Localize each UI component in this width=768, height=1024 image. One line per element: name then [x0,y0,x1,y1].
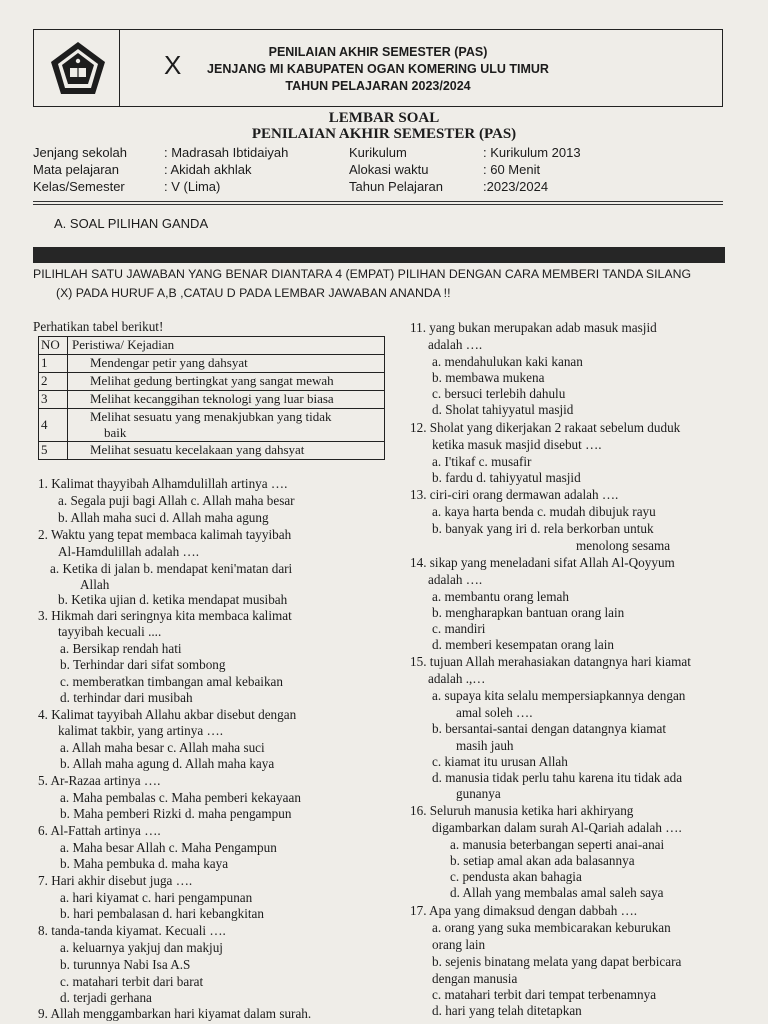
option-line: b. Ketika ujian d. ketika mendapat musibah [58,592,288,607]
option-line: b. Terhindar dari sifat sombong [60,657,226,672]
table-intro: Perhatikan tabel berikut! [33,319,164,334]
divider-line [33,201,723,202]
option-line: d. manusia tidak perlu tahu karena itu tidak ada [432,770,683,785]
option-line: d. Sholat tahiyyatul masjid [432,402,574,417]
option-line: a. I'tikaf c. musafir [432,454,532,469]
black-band [33,247,725,263]
question-3: 3. Hikmah dari seringnya kita membaca kalimat [38,608,292,623]
sheet-subtitle: PENILAIAN AKHIR SEMESTER (PAS) [251,126,517,142]
question-cont: tayyibah kecuali .... [58,624,162,639]
tahun-label: Tahun Pelajaran [349,179,443,194]
alokasi-value: : 60 Menit [483,162,541,177]
table-cell-event: Melihat sesuatu kecelakaan yang dahsyat [68,442,385,460]
option-cont: Allah [80,577,110,592]
option-line: b. hari pembalasan d. hari kebangkitan [60,906,264,921]
question-14: 14. sikap yang meneladani sifat Allah Al-Qoyyum [410,555,675,570]
question-17: 17. Apa yang dimaksud dengan dabbah …. [410,903,638,918]
option-line: a. kaya harta benda c. mudah dibujuk rayu [432,504,656,519]
question-16: 16. Seluruh manusia ketika hari akhiryang [410,803,634,818]
option-line: c. matahari terbit dari tempat terbenamnya [432,987,657,1002]
events-table [38,336,385,460]
question-11: 11. yang bukan merupakan adab masuk masjid [410,320,657,335]
option-line: c. pendusta akan bahagia [450,869,582,884]
question-cont: kalimat takbir, yang artinya …. [58,723,223,738]
option-cont: masih jauh [456,738,514,753]
option-line: a. membantu orang lemah [432,589,569,604]
question-12: 12. Sholat yang dikerjakan 2 rakaat sebelum duduk [410,420,681,435]
option-line: b. sejenis binatang melata yang dapat berbicara [432,954,682,969]
question-4: 4. Kalimat tayyibah Allahu akbar disebut dengan [38,707,297,722]
option-line: a. Ketika di jalan b. mendapat keni'matan dari [50,561,293,576]
question-cont: ketika masuk masjid disebut …. [432,437,602,452]
option-line: a. orang yang suka membicarakan keburukan [432,920,671,935]
option-line: a. Segala puji bagi Allah c. Allah maha besar [58,493,295,508]
table-cell-no: 4 [39,409,68,442]
option-line: a. mendahulukan kaki kanan [432,354,583,369]
question-cont: digambarkan dalam surah Al-Qariah adalah …. [432,820,682,835]
question-cont: Al-Hamdulillah adalah …. [58,544,199,559]
option-line: d. Allah yang membalas amal saleh saya [450,885,664,900]
kurikulum-label: Kurikulum [349,145,407,160]
option-line: b. membawa mukena [432,370,545,385]
table-cell-no: 1 [39,355,68,373]
header-line-1: PENILAIAN AKHIR SEMESTER (PAS) [268,45,488,59]
table-cell-no: 3 [39,391,68,409]
kelas-label: Kelas/Semester [33,179,125,194]
table-header-no: NO [39,337,68,355]
option-line: d. hari yang telah ditetapkan [432,1003,582,1018]
option-line: a. manusia beterbangan seperti anai-anai [450,837,665,852]
option-line: b. setiap amal akan ada balasannya [450,853,635,868]
option-line: b. turunnya Nabi Isa A.S [60,957,191,972]
header-line-2: JENJANG MI KABUPATEN OGAN KOMERING ULU TIMUR [207,62,549,76]
option-line: b. banyak yang iri d. rela berkorban untuk [432,521,654,536]
option-line: d. memberi kesempatan orang lain [432,637,614,652]
option-line: a. Maha pembalas c. Maha pemberi kekayaan [60,790,301,805]
option-line: d. terjadi gerhana [60,990,152,1005]
header-line-3: TAHUN PELAJARAN 2023/2024 [285,79,471,93]
question-9: 9. Allah menggambarkan hari kiyamat dalam surah. [38,1006,312,1021]
table-header-row [39,337,385,355]
mapel-value: : Akidah akhlak [164,162,252,177]
kurikulum-value: : Kurikulum 2013 [483,145,581,160]
table-cell-event: Melihat sesuatu yang menakjubkan yang tidak [90,409,332,424]
option-line: b. Maha pembuka d. maha kaya [60,856,229,871]
table-cell-no: 2 [39,373,68,391]
option-line: a. Allah maha besar c. Allah maha suci [60,740,265,755]
option-line: c. memberatkan timbangan amal kebaikan [60,674,283,689]
sheet-title: LEMBAR SOAL [328,110,440,126]
table-cell-event-cont: baik [104,425,127,440]
option-line: c. kiamat itu urusan Allah [432,754,568,769]
instruction-line-1: PILIHLAH SATU JAWABAN YANG BENAR DIANTARA 4 (EMPAT) PILIHAN DENGAN CARA MEMBERI TANDA SILANG [33,267,692,281]
question-cont: adalah …. [428,572,483,587]
option-cont: dengan manusia [432,971,518,986]
jenjang-label: Jenjang sekolah [33,145,127,160]
question-7: 7. Hari akhir disebut juga …. [38,873,193,888]
option-cont: menolong sesama [576,538,671,553]
question-1: 1. Kalimat thayyibah Alhamdulillah artinya …. [38,476,288,491]
question-5: 5. Ar-Razaa artinya …. [38,773,161,788]
table-row [39,391,385,409]
table-row [39,442,385,460]
instruction-line-2: (X) PADA HURUF A,B ,CATAU D PADA LEMBAR JAWABAN ANANDA !! [56,286,451,300]
section-heading: A. SOAL PILIHAN GANDA [54,216,209,231]
option-line: c. mandiri [432,621,486,636]
kelas-value: : V (Lima) [164,179,221,194]
alokasi-label: Alokasi waktu [349,162,429,177]
jenjang-value: : Madrasah Ibtidaiyah [164,145,289,160]
table-cell-no: 5 [39,442,68,460]
option-line: b. fardu d. tahiyyatul masjid [432,470,581,485]
table-row [39,409,385,442]
question-cont: adalah …. [428,337,483,352]
option-cont: amal soleh …. [456,705,533,720]
option-line: b. Allah maha agung d. Allah maha kaya [60,756,275,771]
table-cell-event: Melihat kecanggihan teknologi yang luar biasa [68,391,385,409]
question-6: 6. Al-Fattah artinya …. [38,823,161,838]
option-line: c. matahari terbit dari barat [60,974,204,989]
question-cont: adalah .,… [428,671,486,686]
option-line: d. terhindar dari musibah [60,690,193,705]
option-line: a. Bersikap rendah hati [60,641,182,656]
option-line: b. mengharapkan bantuan orang lain [432,605,625,620]
option-line: a. hari kiyamat c. hari pengampunan [60,890,253,905]
table-row [39,373,385,391]
mapel-label: Mata pelajaran [33,162,119,177]
header-box [33,29,723,107]
question-15: 15. tujuan Allah merahasiakan datangnya hari kiamat [410,654,691,669]
question-8: 8. tanda-tanda kiyamat. Kecuali …. [38,923,226,938]
option-line: a. keluarnya yakjuj dan makjuj [60,940,223,955]
question-2: 2. Waktu yang tepat membaca kalimah tayyibah [38,527,292,542]
option-line: a. Maha besar Allah c. Maha Pengampun [60,840,277,855]
option-line: b. Maha pemberi Rizki d. maha pengampun [60,806,292,821]
option-line: c. bersuci terlebih dahulu [432,386,566,401]
tahun-value: :2023/2024 [483,179,549,194]
question-13: 13. ciri-ciri orang dermawan adalah …. [410,487,619,502]
handwritten-mark: X [164,50,182,80]
option-cont: gunanya [456,786,501,801]
table-row [39,355,385,373]
option-line: b. bersantai-santai dengan datangnya kiamat [432,721,666,736]
option-line: a. supaya kita selalu mempersiapkannya dengan [432,688,686,703]
table-cell-event: Mendengar petir yang dahsyat [68,355,385,373]
option-cont: orang lain [432,937,486,952]
table-cell-event: Melihat gedung bertingkat yang sangat mewah [68,373,385,391]
divider-line [33,204,723,205]
table-header-event: Peristiwa/ Kejadian [68,337,385,355]
option-line: b. Allah maha suci d. Allah maha agung [58,510,269,525]
